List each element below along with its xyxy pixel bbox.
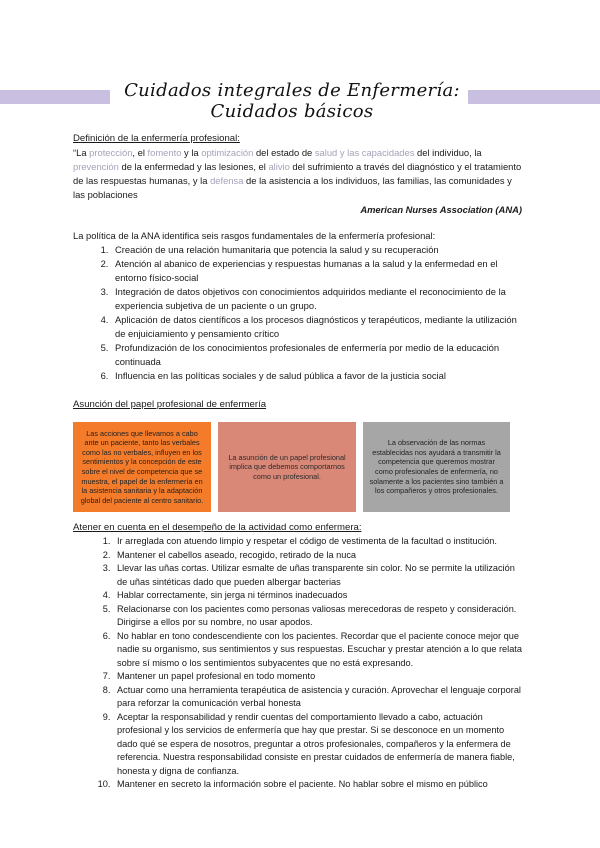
definition-keyword: salud y las capacidades — [314, 147, 415, 158]
definition-keyword: alivio — [268, 161, 290, 172]
role-box-actions-text: Las acciones que llevamos a cabo ante un paciente, tanto las verbales como las no verbales, influyen en los sentimientos y la concepción de este sobre el nivel de competencia que se muestra, el papel de la enfermería en la asistencia sanitaria y la adaptación global del paciente al centro sanitario. — [80, 428, 204, 505]
definition-fragment: de la enfermedad y las lesiones, el — [118, 161, 269, 172]
definition-keyword: prevención — [73, 161, 119, 172]
attention-item: 2. Mantener el cabellos aseado, recogido, retirado de la nuca — [113, 549, 522, 563]
role-box-professional — [218, 422, 356, 512]
header-band-right — [468, 90, 600, 104]
definition-attribution: American Nurses Association (ANA) — [360, 204, 522, 215]
attention-item: 5. Relacionarse con los pacientes como personas valiosas merecedoras de respeto y consideración. Dirigirse a ellos por su nombre, no usar apodos. — [113, 603, 522, 630]
policy-item: 2. Atención al abanico de experiencias y respuestas humanas a la salud y la enfermedad en el entorno físico-social — [111, 257, 522, 285]
attention-item: 6. No hablar en tono condescendiente con los pacientes. Recordar que el paciente conoce mejor que nadie su organismo, sus sentimientos y sus respuestas. Escuchar y prestar atención a lo que relata sobre sí mismo o los sentimientos subyacentes que no está expresando. — [113, 630, 522, 671]
role-boxes — [73, 422, 525, 512]
attention-item: 1. Ir arreglada con atuendo limpio y respetar el código de vestimenta de la facultad o institución. — [113, 535, 522, 549]
definition-keyword: fomento — [147, 147, 182, 158]
attention-section — [73, 521, 522, 792]
policy-intro: La política de la ANA identifica seis rasgos fundamentales de la enfermería profesional: — [73, 230, 436, 241]
definition-fragment: del sufrimiento a través del diagnóstico y el tratamiento de las respuestas humanas, y la — [73, 161, 522, 186]
definition-fragment: del individuo, la — [414, 147, 482, 158]
attention-item: 8. Actuar como una herramienta terapéutica de asistencia y curación. Aprovechar el lenguaje corporal para reforzar la comunicación verbal honesta — [113, 684, 522, 711]
definition-fragment: del estado de — [253, 147, 315, 158]
definition-fragment: de la asistencia a los individuos, las familias, las comunidades y las poblaciones — [73, 175, 512, 200]
header-band-left — [0, 90, 110, 104]
attention-item: 10. Mantener en secreto la información sobre el paciente. No hablar sobre el mismo en público — [113, 778, 522, 792]
role-box-professional-text: La asunción de un papel profesional implica que debemos comportarnos como un profesional. — [228, 452, 346, 481]
definition-text — [73, 146, 522, 202]
role-box-actions — [73, 422, 211, 512]
policy-section — [73, 229, 522, 383]
attention-item: 9. Aceptar la responsabilidad y rendir cuentas del comportamiento llevado a cabo, actuación profesional y los servicios de enfermería que hay que prestar. Si se desconoce en un momento dado qué se espera de nosotros, preguntar a otros profesionales, compañeros y la enfermera de referencia. Nuestra responsabilidad consiste en prestar cuidados de enfermería de manera fiable, honesta y digna de confianza. — [113, 711, 522, 779]
attention-item: 3. Llevar las uñas cortas. Utilizar esmalte de uñas transparente sin color. No se permite la utilización de uñas sintéticas dado que pueden albergar bacterias — [113, 562, 522, 589]
attention-item: 7. Mantener un papel profesional en todo momento — [113, 670, 522, 684]
attention-list — [73, 535, 522, 792]
policy-list — [73, 243, 522, 383]
policy-item: 6. Influencia en las políticas sociales y de salud pública a favor de la justicia social — [111, 369, 522, 383]
definition-keyword: defensa — [210, 175, 244, 186]
definition-fragment: , el — [132, 147, 148, 158]
page-title: Cuidados integrales de Enfermería: Cuidados básicos — [124, 80, 460, 122]
policy-item: 5. Profundización de los conocimientos profesionales de enfermería por medio de la educación continuada — [111, 341, 522, 369]
role-section — [73, 398, 522, 412]
role-box-norms — [363, 422, 510, 512]
policy-item: 3. Integración de datos objetivos con conocimientos adquiridos mediante el reconocimiento de la experiencia subjetiva de un paciente o un grupo. — [111, 285, 522, 313]
role-box-norms-text: La observación de las normas establecidas nos ayudará a transmitir la competencia que queremos mostrar como profesionales de enfermería, no solamente a los pacientes sino también a los compañeros y otros profesionales. — [369, 438, 504, 496]
definition-fragment: “La — [73, 147, 90, 158]
policy-item: 4. Aplicación de datos científicos a los procesos diagnósticos y terapéuticos, mediante la utilización de enjuiciamiento y pensamiento crítico — [111, 313, 522, 341]
role-heading: Asunción del papel profesional de enfermería — [73, 399, 267, 410]
policy-item: 1. Creación de una relación humanitaria que potencia la salud y su recuperación — [111, 243, 522, 257]
definition-keyword: optimización — [201, 147, 254, 158]
attention-item: 4. Hablar correctamente, sin jerga ni términos inadecuados — [113, 589, 522, 603]
definition-section — [73, 132, 522, 217]
definition-fragment: y la — [181, 147, 202, 158]
definition-heading: Definición de la enfermería profesional: — [73, 133, 240, 144]
definition-keyword: protección — [89, 147, 133, 158]
attention-heading: Atener en cuenta en el desempeño de la actividad como enfermera: — [73, 522, 362, 533]
